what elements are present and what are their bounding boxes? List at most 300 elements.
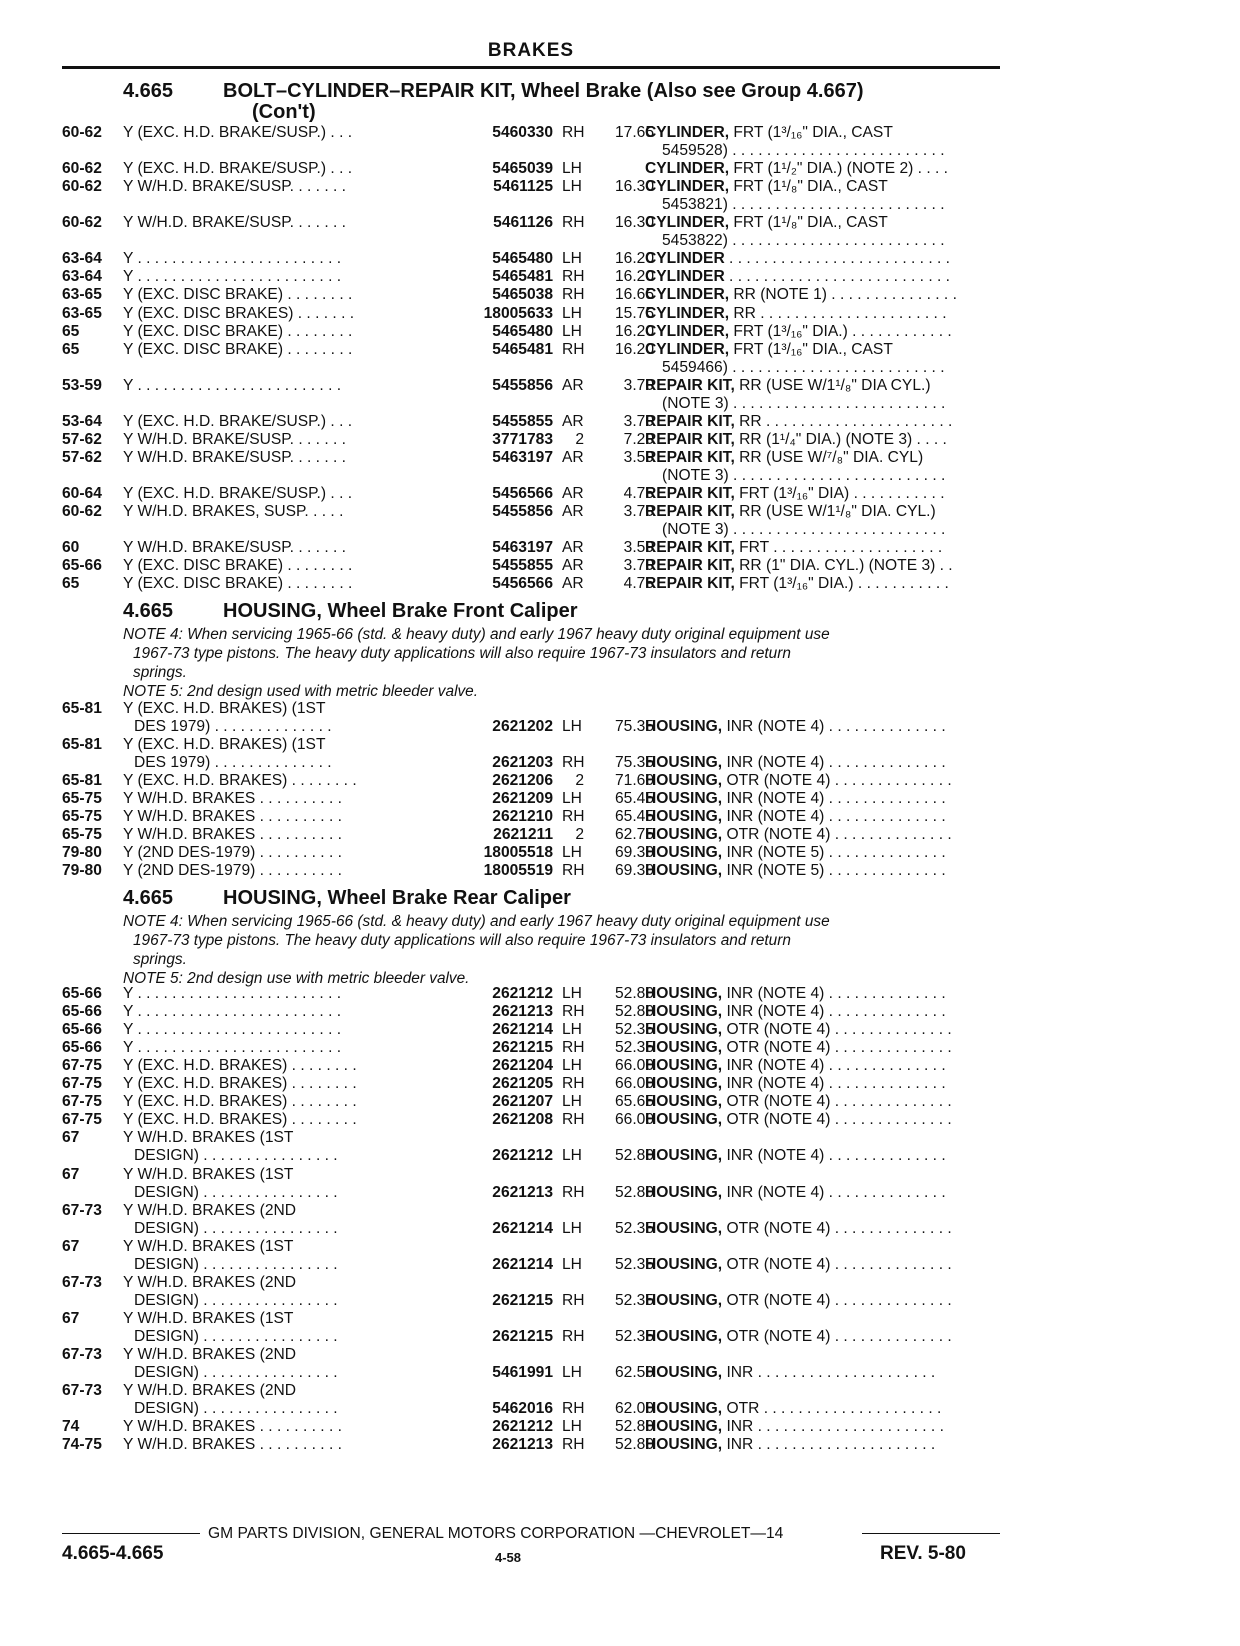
description-detail: INR (NOTE 5) . . . . . . . . . . . . . . [722,862,946,880]
description [645,177,1001,196]
description [645,1020,1001,1039]
quantity: LH [562,1219,582,1237]
description [645,861,1001,880]
quantity: RH [562,124,585,141]
price: 52.80 [614,1418,654,1436]
quantity: AR [562,485,584,502]
description [645,1110,1001,1129]
parts-row [62,502,1002,521]
description-noun: HOUSING, [645,790,723,808]
description-noun: HOUSING, [645,1436,723,1454]
quantity: RH [562,862,585,880]
application: Y (EXC. H.D. BRAKE/SUSP.) . . . [123,160,353,178]
quantity: AR [562,412,584,430]
description-cont: 5453821) . . . . . . . . . . . . . . . . . . . . . . . . . [662,196,945,214]
section3-note4-line2: 1967-73 type pistons. The heavy duty applications will also require 1967-73 insulators and return [133,932,791,949]
description [645,502,1001,521]
model-years: 74 [62,1418,80,1436]
footer-rule-right [862,1533,1000,1534]
model-years: 63-65 [62,304,102,322]
part-number: 2621214 [492,1021,553,1039]
model-years: 79-80 [62,844,102,862]
part-number: 5465039 [492,160,553,178]
application-cont: DESIGN) . . . . . . . . . . . . . . . . [134,1255,338,1273]
price: 16.20 [614,268,654,286]
model-years: 65-81 [62,772,102,790]
parts-row [62,574,1002,593]
section3-note4-line1: NOTE 4: When servicing 1965-66 (std. & heavy duty) and early 1967 heavy duty original equipment use [123,913,830,930]
parts-row [62,861,1002,880]
quantity: RH [562,1111,585,1129]
parts-row-line [62,735,1002,754]
part-number: 2621214 [492,1255,553,1273]
description [645,1363,1001,1382]
application: Y W/H.D. BRAKES (2ND [123,1273,297,1291]
description-cont: 5459528) . . . . . . . . . . . . . . . . . . . . . . . . . [662,142,945,160]
description-cont-row [62,394,1002,413]
parts-row [62,448,1002,467]
quantity: LH [562,790,582,808]
part-number: 5455855 [492,412,553,430]
application: Y . . . . . . . . . . . . . . . . . . . . . . . . [123,250,342,268]
parts-row [62,159,1002,178]
application: Y (EXC. DISC BRAKE) . . . . . . . . [123,575,353,593]
model-years: 65 [62,575,80,593]
description-detail: OTR (NOTE 4) . . . . . . . . . . . . . . [722,1219,952,1237]
application: Y (EXC. H.D. BRAKES) . . . . . . . . [123,772,357,790]
description [645,448,1001,467]
parts-row-line [62,1128,1002,1147]
description-detail: INR (NOTE 4) . . . . . . . . . . . . . . [722,1057,946,1075]
part-number: 2621211 [493,826,553,844]
description-detail: OTR (NOTE 4) . . . . . . . . . . . . . . [722,826,952,844]
section2-note4-line2: 1967-73 type pistons. The heavy duty applications will also require 1967-73 insulators and return [133,645,791,662]
parts-row-line [62,1273,1002,1292]
price: 3.70 [623,412,654,430]
price: 3.70 [623,376,654,394]
description [645,1219,1001,1238]
model-years: 65-75 [62,808,102,826]
description-noun: CYLINDER, [645,178,730,196]
description-detail: OTR (NOTE 4) . . . . . . . . . . . . . . [722,1291,952,1309]
parts-row [62,1363,1002,1382]
price: 66.00 [614,1111,654,1129]
price: 16.30 [614,214,654,232]
price: 16.20 [614,250,654,268]
description-detail: INR (NOTE 4) . . . . . . . . . . . . . . [722,754,946,772]
description [645,1146,1001,1165]
price: 52.35 [614,1255,654,1273]
part-number: 5455855 [492,557,553,575]
parts-row [62,213,1002,232]
part-number: 2621213 [492,1003,553,1021]
description [645,322,1001,341]
price: 65.45 [614,808,654,826]
price: 62.00 [614,1400,654,1418]
parts-row [62,984,1002,1003]
quantity: AR [562,376,584,394]
description [645,340,1001,359]
section1-title-cont: (Con't) [252,101,316,123]
model-years: 65 [62,322,80,340]
quantity: AR [562,448,584,466]
parts-row [62,1002,1002,1021]
model-years: 53-64 [62,412,102,430]
quantity: LH [562,1255,582,1273]
parts-row [62,1399,1002,1418]
description-detail: OTR . . . . . . . . . . . . . . . . . . . . . [722,1400,942,1418]
description [645,807,1001,826]
application: Y W/H.D. BRAKES, SUSP. . . . . [123,503,344,521]
price: 52.80 [614,985,654,1002]
model-years: 60-64 [62,485,102,502]
application-cont: DESIGN) . . . . . . . . . . . . . . . . [134,1327,338,1345]
description [645,430,1001,449]
quantity: LH [562,160,582,178]
application: Y (EXC. H.D. BRAKES) . . . . . . . . [123,1075,357,1093]
description [645,538,1001,557]
description [645,1038,1001,1057]
quantity: AR [562,575,584,593]
part-number: 5465481 [492,340,553,358]
model-years: 67-75 [62,1111,102,1129]
description-cont: 5459466) . . . . . . . . . . . . . . . . . . . . . . . . . [662,358,945,376]
application: Y W/H.D. BRAKES . . . . . . . . . . [123,808,342,826]
price: 52.35 [614,1219,654,1237]
application-cont: DESIGN) . . . . . . . . . . . . . . . . [134,1183,338,1201]
model-years: 65-66 [62,985,102,1002]
section3-title: HOUSING, Wheel Brake Rear Caliper [223,887,571,909]
model-years: 60-62 [62,503,102,521]
price: 16.65 [614,286,654,304]
description [645,285,1001,304]
application: Y W/H.D. BRAKE/SUSP. . . . . . . [123,448,346,466]
description-noun: HOUSING, [645,1327,723,1345]
model-years: 74-75 [62,1436,102,1454]
part-number: 5456566 [492,485,553,502]
description [645,717,1001,736]
section2-note5: NOTE 5: 2nd design used with metric bleeder valve. [123,683,479,700]
application-cont: DES 1979) . . . . . . . . . . . . . . [134,754,332,772]
quantity: RH [562,1003,585,1021]
model-years: 79-80 [62,862,102,880]
application-cont: DESIGN) . . . . . . . . . . . . . . . . [134,1219,338,1237]
footer-rule-left [62,1533,200,1534]
description-cont-row [62,195,1002,214]
description [645,1002,1001,1021]
description-detail: RR . . . . . . . . . . . . . . . . . . . . . . [734,412,953,430]
application-cont: DESIGN) . . . . . . . . . . . . . . . . [134,1291,338,1309]
parts-row [62,340,1002,359]
description-detail: RR (USE W/1¹/₈" DIA. CYL.) [734,503,936,521]
application: Y W/H.D. BRAKES (1ST [123,1237,294,1255]
model-years: 57-62 [62,430,102,448]
description [645,249,1001,268]
section3-note5: NOTE 5: 2nd design use with metric bleeder valve. [123,970,470,987]
parts-row [62,1146,1002,1165]
quantity: 2 [575,826,584,844]
section2-note4-line3: springs. [133,664,187,681]
price: 71.60 [614,772,654,790]
price: 16.30 [614,178,654,196]
parts-row [62,304,1002,323]
description-noun: HOUSING, [645,1075,723,1093]
model-years: 63-64 [62,250,102,268]
description [645,123,1001,142]
model-years: 67-75 [62,1057,102,1075]
parts-row [62,1056,1002,1075]
parts-row [62,123,1002,142]
parts-row [62,1327,1002,1346]
description-noun: HOUSING, [645,1057,723,1075]
description [645,159,1001,178]
description-detail: INR (NOTE 4) . . . . . . . . . . . . . . [722,1183,946,1201]
price: 65.45 [614,790,654,808]
parts-row [62,285,1002,304]
description-detail: RR . . . . . . . . . . . . . . . . . . . . . . [729,304,947,322]
model-years: 65 [62,340,80,358]
part-number: 5455856 [492,503,553,521]
description-detail: FRT (1³/₁₆" DIA) . . . . . . . . . . . [734,485,945,502]
application: Y W/H.D. BRAKE/SUSP. . . . . . . [123,539,346,557]
model-years: 67-75 [62,1093,102,1111]
description-detail: FRT (1³/₁₆" DIA.) . . . . . . . . . . . . [729,322,952,340]
application: Y W/H.D. BRAKES . . . . . . . . . . [123,826,342,844]
description-noun: HOUSING, [645,808,723,826]
description-detail: OTR (NOTE 4) . . . . . . . . . . . . . . [722,1255,952,1273]
description-noun: HOUSING, [645,1400,723,1418]
model-years: 63-64 [62,268,102,286]
description [645,412,1001,431]
description-noun: CYLINDER, [645,124,730,141]
description-noun: HOUSING, [645,826,723,844]
parts-row [62,789,1002,808]
part-number: 5465480 [492,322,553,340]
parts-row [62,1219,1002,1238]
description-detail: INR (NOTE 5) . . . . . . . . . . . . . . [722,844,946,862]
application: Y (2ND DES-1979) . . . . . . . . . . [123,862,342,880]
price: 3.70 [623,503,654,521]
quantity: LH [562,1147,582,1165]
description [645,1074,1001,1093]
section1-title: BOLT–CYLINDER–REPAIR KIT, Wheel Brake (Also see Group 4.667) [223,80,864,102]
description-detail: INR (NOTE 4) . . . . . . . . . . . . . . [722,1075,946,1093]
description [645,1092,1001,1111]
description-detail: FRT . . . . . . . . . . . . . . . . . . . . [734,539,943,557]
quantity: LH [562,304,582,322]
description [645,376,1001,395]
description-noun: HOUSING, [645,1111,723,1129]
price: 4.75 [623,575,654,593]
quantity: RH [562,808,585,826]
part-number: 5463197 [492,539,553,557]
price: 3.70 [623,557,654,575]
description-detail: OTR (NOTE 4) . . . . . . . . . . . . . . [722,1093,952,1111]
part-number: 5460330 [492,124,553,141]
description-detail: . . . . . . . . . . . . . . . . . . . . . . . . . . [724,268,951,286]
application: Y . . . . . . . . . . . . . . . . . . . . . . . . [123,985,342,1002]
quantity: AR [562,557,584,575]
section2-title: HOUSING, Wheel Brake Front Caliper [223,600,578,622]
application: Y . . . . . . . . . . . . . . . . . . . . . . . . [123,1003,342,1021]
part-number: 2621208 [492,1111,553,1129]
price: 65.65 [614,1093,654,1111]
description-noun: CYLINDER, [645,160,730,178]
part-number: 2621210 [492,808,553,826]
description [645,753,1001,772]
part-number: 2621212 [492,985,553,1002]
price: 66.00 [614,1075,654,1093]
price: 75.35 [614,718,654,736]
parts-row [62,1110,1002,1129]
description-noun: HOUSING, [645,862,723,880]
quantity: LH [562,718,582,736]
model-years: 60-62 [62,160,102,178]
part-number: 5463197 [492,448,553,466]
parts-row [62,1038,1002,1057]
quantity: RH [562,268,585,286]
application: Y (EXC. H.D. BRAKE/SUSP.) . . . [123,485,353,502]
quantity: RH [562,1436,585,1454]
description-detail: RR (1¹/₄" DIA.) (NOTE 3) . . . . [734,430,947,448]
description [645,1435,1001,1454]
model-years: 67 [62,1165,80,1183]
application: Y (2ND DES-1979) . . . . . . . . . . [123,844,342,862]
description-noun: REPAIR KIT, [645,448,735,466]
description-noun: CYLINDER [645,268,725,286]
description-detail: FRT (1³/₁₆" DIA., CAST [729,340,893,358]
description-noun: REPAIR KIT, [645,503,735,521]
parts-row [62,430,1002,449]
parts-row-line [62,1309,1002,1328]
model-years: 60-62 [62,178,102,196]
application: Y W/H.D. BRAKE/SUSP. . . . . . . [123,214,346,232]
description-noun: HOUSING, [645,1039,723,1057]
parts-row [62,177,1002,196]
quantity: LH [562,1093,582,1111]
part-number: 18005633 [483,304,553,322]
model-years: 67-73 [62,1273,102,1291]
section3-note4-line3: springs. [133,951,187,968]
description [645,574,1001,593]
application: Y W/H.D. BRAKES (2ND [123,1346,297,1363]
description-detail: FRT (1³/₁₆" DIA.) . . . . . . . . . . . [734,575,949,593]
part-number: 2621214 [492,1219,553,1237]
quantity: LH [562,250,582,268]
application: Y W/H.D. BRAKES . . . . . . . . . . [123,790,342,808]
description [645,843,1001,862]
model-years: 67-73 [62,1346,102,1363]
parts-row [62,249,1002,268]
footer-page-number: 4-58 [495,1550,522,1565]
parts-row [62,376,1002,395]
description-detail: OTR (NOTE 4) . . . . . . . . . . . . . . [722,1021,952,1039]
application: Y (EXC. DISC BRAKE) . . . . . . . . [123,340,353,358]
price: 52.35 [614,1021,654,1039]
price: 16.20 [614,322,654,340]
description-noun: HOUSING, [645,1021,723,1039]
description-cont: 5453822) . . . . . . . . . . . . . . . . . . . . . . . . . [662,232,945,250]
quantity: AR [562,539,584,557]
application-cont: DESIGN) . . . . . . . . . . . . . . . . [134,1364,338,1382]
description-noun: REPAIR KIT, [645,485,735,502]
part-number: 2621204 [492,1057,553,1075]
parts-row [62,1020,1002,1039]
quantity: RH [562,286,585,304]
quantity: LH [562,1418,582,1436]
part-number: 5465481 [492,268,553,286]
description-noun: REPAIR KIT, [645,557,735,575]
application-cont: DESIGN) . . . . . . . . . . . . . . . . [134,1400,338,1418]
description-noun: HOUSING, [645,1418,723,1436]
application: Y . . . . . . . . . . . . . . . . . . . . . . . . [123,1021,342,1039]
parts-row [62,556,1002,575]
price: 17.65 [614,124,654,141]
model-years: 65-66 [62,1003,102,1021]
description-noun: HOUSING, [645,754,723,772]
application-cont: DESIGN) . . . . . . . . . . . . . . . . [134,1147,338,1165]
quantity: 2 [575,430,584,448]
parts-row [62,807,1002,826]
description [645,267,1001,286]
quantity: RH [562,1183,585,1201]
model-years: 65-66 [62,1021,102,1039]
part-number: 2621203 [492,754,553,772]
parts-row [62,825,1002,844]
quantity: LH [562,322,582,340]
application: Y . . . . . . . . . . . . . . . . . . . . . . . . [123,376,342,394]
description [645,304,1001,323]
price: 69.30 [614,862,654,880]
description-noun: HOUSING, [645,1003,723,1021]
parts-row [62,1074,1002,1093]
application: Y (EXC. H.D. BRAKES) . . . . . . . . [123,1057,357,1075]
parts-row-line [62,1201,1002,1220]
part-number: 2621212 [492,1418,553,1436]
section2-note4-line1: NOTE 4: When servicing 1965-66 (std. & heavy duty) and early 1967 heavy duty original equipment use [123,626,830,643]
application: Y (EXC. H.D. BRAKES) (1ST [123,700,326,717]
description-noun: HOUSING, [645,772,723,790]
part-number: 2621206 [492,772,553,790]
application: Y (EXC. DISC BRAKE) . . . . . . . . [123,322,353,340]
model-years: 60 [62,539,80,557]
part-number: 2621213 [492,1183,553,1201]
section2-number: 4.665 [123,600,174,622]
application: Y W/H.D. BRAKES . . . . . . . . . . [123,1418,342,1436]
price: 4.75 [623,485,654,502]
description-cont-row [62,358,1002,377]
description-detail: FRT (1³/₁₆" DIA., CAST [729,124,893,141]
part-number: 5461125 [493,178,553,196]
parts-row [62,771,1002,790]
description-noun: HOUSING, [645,1255,723,1273]
parts-row [62,1092,1002,1111]
description [645,1183,1001,1202]
description [645,984,1001,1003]
quantity: AR [562,503,584,521]
description-cont: (NOTE 3) . . . . . . . . . . . . . . . . . . . . . . . . . [662,466,946,484]
model-years: 65-66 [62,1039,102,1057]
application: Y (EXC. H.D. BRAKES) . . . . . . . . [123,1111,357,1129]
description-detail: INR (NOTE 4) . . . . . . . . . . . . . . [722,1003,946,1021]
model-years: 65-81 [62,700,102,717]
quantity: LH [562,844,582,862]
application: Y (EXC. DISC BRAKES) . . . . . . . [123,304,355,322]
quantity: LH [562,1057,582,1075]
description-detail: RR (NOTE 1) . . . . . . . . . . . . . . . [729,286,957,304]
description-noun: CYLINDER, [645,286,730,304]
price: 69.30 [614,844,654,862]
